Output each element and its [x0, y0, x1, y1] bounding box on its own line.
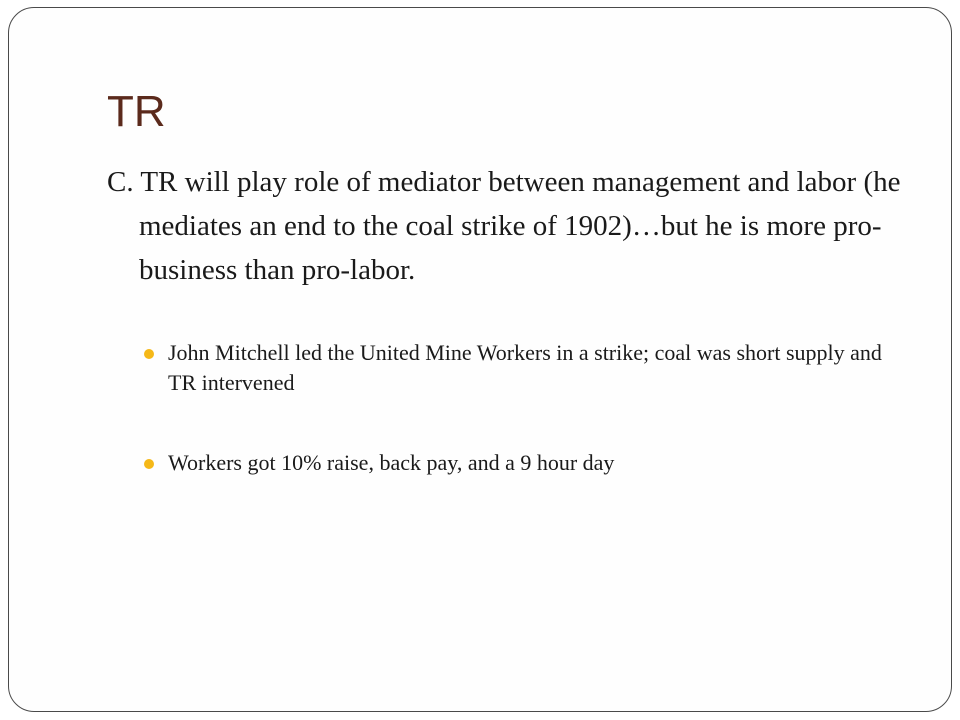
main-point-text: C. TR will play role of mediator between management and labor (he mediates an end to the coal strike of 1902)…but he is more pro-business than pro-labor. [107, 166, 901, 286]
bullet-dot-icon [144, 349, 154, 359]
slide-title: TR [107, 87, 166, 136]
sub-point-item [142, 338, 902, 398]
sub-point-text: Workers got 10% raise, back pay, and a 9 hour day [168, 450, 615, 475]
sub-point-list [142, 338, 902, 528]
bullet-dot-icon [144, 459, 154, 469]
sub-point-text: John Mitchell led the United Mine Workers in a strike; coal was short supply and TR intervened [168, 340, 882, 395]
sub-point-item [142, 448, 902, 478]
